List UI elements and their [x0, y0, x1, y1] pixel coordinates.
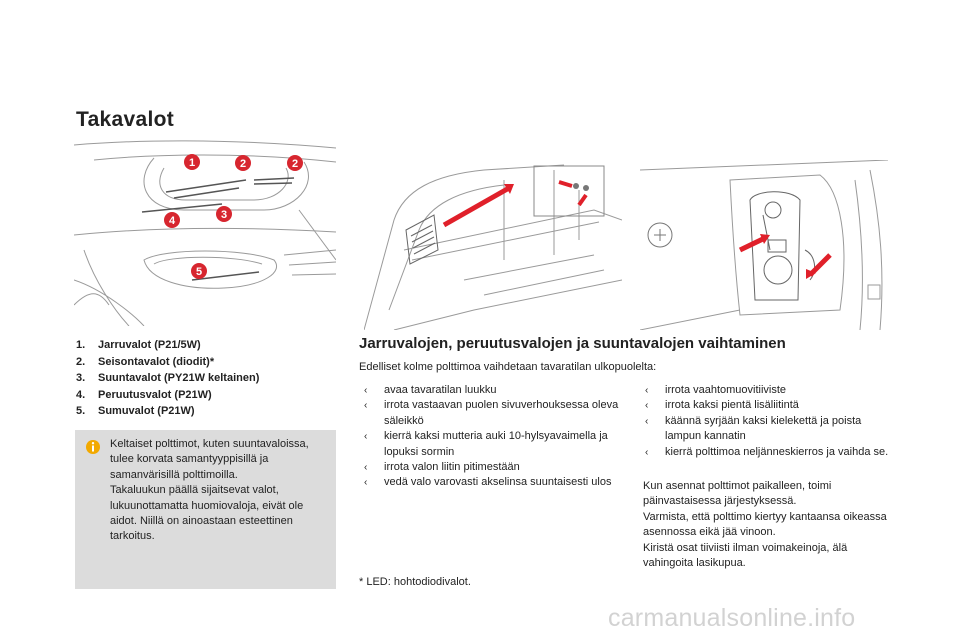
bulb-list — [76, 337, 259, 420]
bullet-icon: ‹ — [645, 385, 649, 396]
note-line: Kun asennat polttimot paikalleen, toimi päinvastaisessa järjestyksessä. — [643, 480, 832, 508]
red-arrow-icon — [559, 182, 572, 186]
list-item: 4. Peruutusvalot (P21W) — [76, 388, 212, 401]
page-title: Takavalot — [76, 108, 175, 131]
section-intro: Edelliset kolme polttimoa vaihdetaan tavaratilan ulkopuolelta: — [359, 361, 657, 373]
callout-group — [164, 154, 303, 279]
list-item: 5. Sumuvalot (P21W) — [76, 405, 195, 417]
note-line: Keltaiset polttimot, kuten suuntavaloissa, tulee korvata samantyyppisillä ja samanvärisillä polttimoilla. — [110, 438, 309, 481]
callout-5-label: 5 — [195, 266, 203, 278]
red-arrow-icon — [806, 255, 830, 279]
note-text — [110, 437, 332, 545]
callout-2b-label: 2 — [291, 158, 299, 170]
list-item: 3. Suuntavalot (PY21W keltainen) — [76, 372, 260, 384]
reassembly-notes — [643, 479, 893, 571]
note-line: Takaluukun päällä sijaitsevat valot, lukuunottamatta huomiovaloja, eivät ole aidot. Niillä on ainoastaan esteettinen tarkoitus. — [110, 484, 304, 543]
list-item: ‹ käännä syrjään kaksi kielekettä ja poista lampun kannatin — [645, 414, 862, 443]
callout-4-label: 4 — [168, 215, 176, 227]
bullet-icon: ‹ — [645, 446, 649, 458]
list-item: ‹ irrota kaksi pientä lisäliitintä — [643, 398, 893, 413]
rear-lamp-drawing — [74, 140, 336, 326]
bullet-icon: ‹ — [364, 477, 368, 489]
callout-2b — [287, 155, 303, 171]
list-item: ‹ irrota vaahtomuovitiiviste — [643, 383, 893, 398]
list-item: ‹ kierrä kaksi mutteria auki 10-hylsyavaimella ja lopuksi sormin — [364, 430, 608, 458]
callout-1 — [184, 154, 200, 170]
lamp-holder-illustration — [640, 160, 888, 330]
callout-4 — [164, 212, 180, 228]
list-item: 1. Jarruvalot (P21/5W) — [76, 339, 201, 351]
bullet-icon: ‹ — [364, 431, 368, 443]
list-item: ‹ irrota valon liitin pitimestään — [362, 460, 624, 475]
callout-2a-label: 2 — [239, 158, 247, 170]
rear-lamp-illustration — [74, 140, 336, 326]
red-arrow-icon — [740, 234, 770, 250]
callout-2a — [235, 155, 251, 171]
info-note-box — [75, 430, 336, 589]
callout-3 — [216, 206, 232, 222]
list-item: 2. Seisontavalot (diodit)* — [76, 355, 215, 368]
bullet-icon: ‹ — [645, 415, 649, 427]
callout-5 — [191, 263, 207, 279]
section-heading: Jarruvalojen, peruutusvalojen ja suuntavalojen vaihtaminen — [359, 335, 786, 352]
bullet-icon: ‹ — [364, 385, 368, 396]
steps-list-left — [362, 383, 624, 491]
lamp-holder-drawing — [640, 160, 888, 330]
list-item: ‹ avaa tavaratilan luukku — [362, 383, 624, 398]
bullet-icon: ‹ — [364, 400, 368, 412]
note-line: Varmista, että polttimo kiertyy kantaansa oikeassa asennossa eikä jää vinoon. — [643, 510, 887, 539]
footnote: * LED: hohtodiodivalot. — [359, 576, 471, 588]
boot-trim-drawing — [364, 160, 622, 330]
info-icon — [85, 439, 101, 455]
red-arrow-icon — [579, 195, 586, 205]
callout-1-label: 1 — [188, 157, 196, 169]
steps-list-right — [643, 383, 893, 460]
note-line: Kiristä osat tiiviisti ilman voimakeinoja, älä vahingoita lasikupua. — [643, 541, 848, 570]
list-item: ‹ vedä valo varovasti akselinsa suuntaisesti ulos — [362, 475, 624, 490]
watermark: carmanualsonline.info — [608, 604, 856, 632]
bullet-icon: ‹ — [364, 462, 368, 474]
callout-3-label: 3 — [220, 209, 228, 221]
list-item: ‹ kierrä polttimoa neljänneskierros ja vaihda se. — [643, 445, 893, 460]
list-item: ‹ irrota vastaavan puolen sivuverhouksessa oleva säleikkö — [364, 399, 619, 427]
boot-trim-illustration — [364, 160, 622, 330]
bullet-icon: ‹ — [645, 400, 649, 412]
